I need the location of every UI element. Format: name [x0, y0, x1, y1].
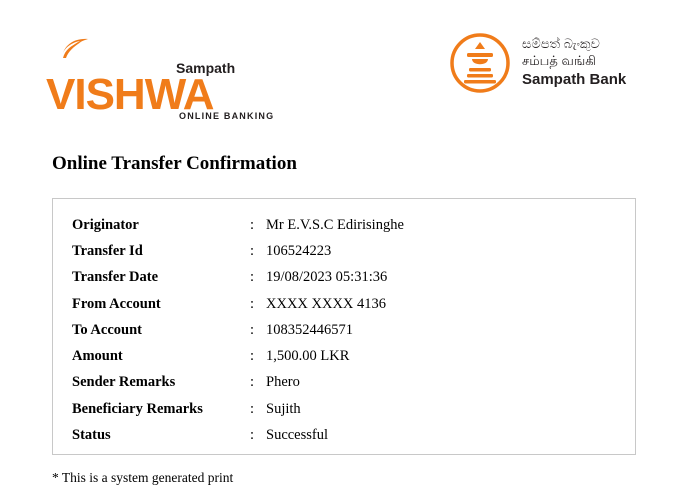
- table-row: [53, 370, 635, 396]
- row-label: To Account: [72, 321, 142, 338]
- table-row: [53, 317, 635, 343]
- row-separator: :: [250, 321, 255, 338]
- table-row: [53, 422, 635, 448]
- page-title: Online Transfer Confirmation: [52, 153, 297, 174]
- row-label: Sender Remarks: [72, 374, 176, 391]
- row-separator: :: [250, 269, 255, 286]
- row-separator: :: [250, 374, 255, 391]
- row-value: XXXX XXXX 4136: [266, 295, 387, 312]
- sampath-bank-logo: [450, 33, 640, 95]
- sampath-bank-name-sinhala: සම්පත් බැංකුව: [522, 36, 600, 51]
- vishwa-sampath-word: Sampath: [176, 60, 236, 76]
- vishwa-tagline: ONLINE BANKING: [179, 111, 275, 121]
- row-value: Phero: [266, 374, 300, 391]
- table-row: [53, 265, 635, 291]
- row-value: 106524223: [266, 242, 332, 259]
- transfer-details-box: [52, 198, 636, 455]
- row-value: 1,500.00 LKR: [266, 348, 350, 365]
- sampath-bank-emblem-icon: [450, 33, 510, 93]
- row-value: Mr E.V.S.C Edirisinghe: [266, 216, 404, 233]
- row-label: Status: [72, 427, 111, 444]
- table-row: [53, 343, 635, 369]
- row-value: Sujith: [266, 400, 301, 417]
- vishwa-logo: [46, 28, 286, 121]
- row-separator: :: [250, 427, 255, 444]
- row-label: From Account: [72, 295, 161, 312]
- row-value: 19/08/2023 05:31:36: [266, 269, 388, 286]
- vishwa-wordmark: VISHWA: [46, 70, 214, 119]
- transfer-details-table: [53, 212, 635, 449]
- table-row: [53, 396, 635, 422]
- table-row: [53, 238, 635, 264]
- row-separator: :: [250, 348, 255, 365]
- row-label: Transfer Date: [72, 269, 159, 286]
- sampath-bank-name-tamil: சம்பத் வங்கி: [522, 53, 596, 68]
- status-badge: Successful: [266, 427, 329, 444]
- row-separator: :: [250, 242, 255, 259]
- row-label: Beneficiary Remarks: [72, 400, 203, 417]
- row-separator: :: [250, 400, 255, 417]
- system-generated-note: * This is a system generated print: [52, 470, 234, 485]
- page-header: [0, 0, 673, 121]
- table-row: [53, 212, 635, 238]
- table-row: [53, 291, 635, 317]
- sampath-bank-name-english: Sampath Bank: [522, 71, 627, 88]
- row-value: 108352446571: [266, 321, 353, 338]
- sampath-bank-name-block: [522, 35, 626, 90]
- row-label: Transfer Id: [72, 242, 143, 259]
- row-label: Amount: [72, 348, 123, 365]
- row-separator: :: [250, 216, 255, 233]
- row-label: Originator: [72, 216, 139, 233]
- row-separator: :: [250, 295, 255, 312]
- swoosh-icon: [60, 37, 90, 59]
